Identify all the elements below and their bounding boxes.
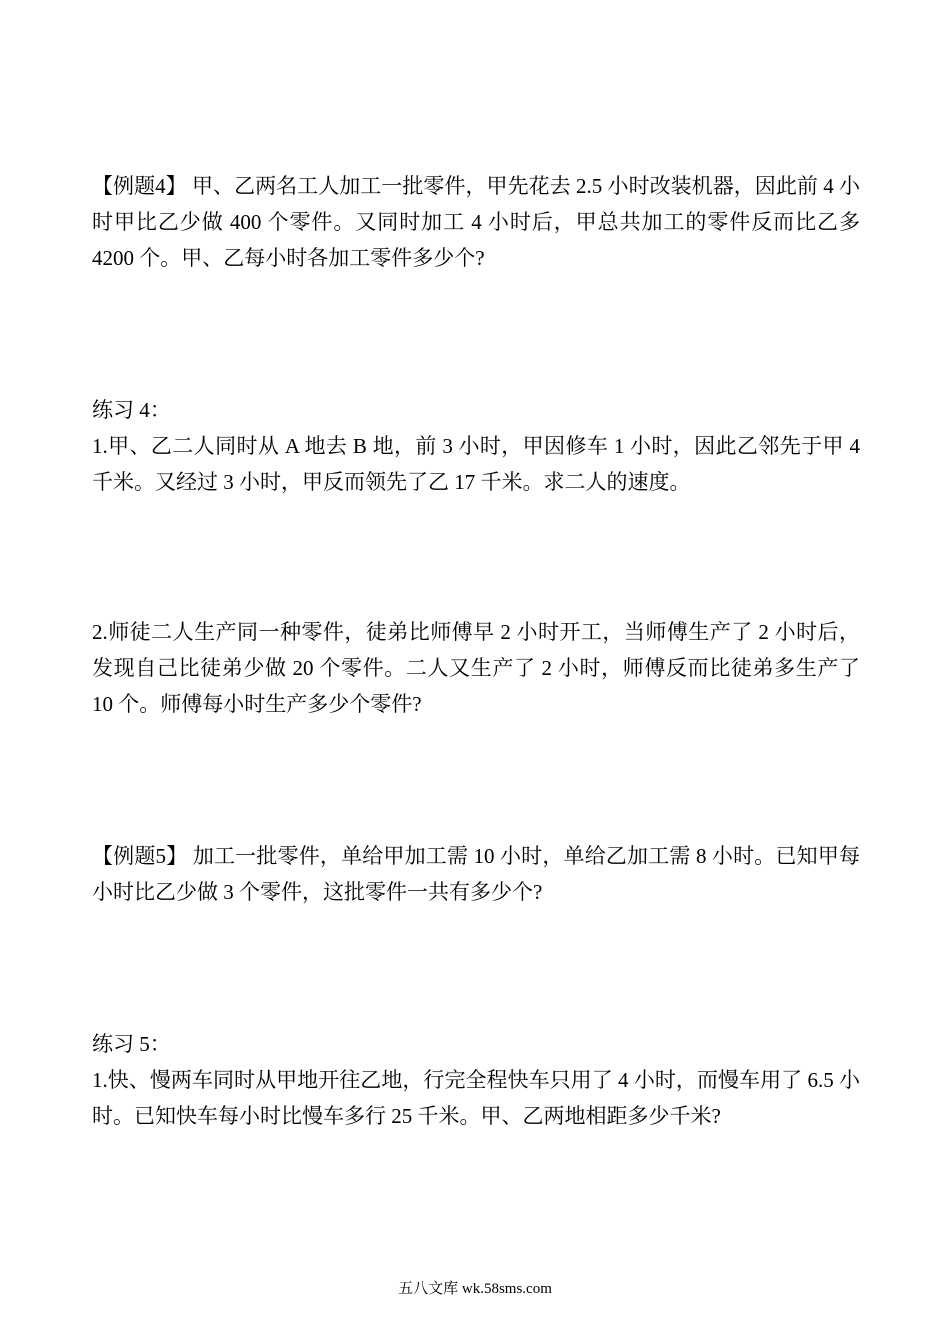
example-4-text: 【例题4】 甲、乙两名工人加工一批零件，甲先花去 2.5 小时改装机器，因此前 4 小时甲比乙少做 400 个零件。又同时加工 4 小时后，甲总共加工的零件反而比乙多 4200 个。甲、乙每小时各加工零件多少个? bbox=[92, 174, 860, 270]
example-5-text: 【例题5】 加工一批零件，单给甲加工需 10 小时，单给乙加工需 8 小时。已知甲每小时比乙少做 3 个零件，这批零件一共有多少个? bbox=[92, 844, 860, 904]
practice-4 bbox=[92, 392, 860, 500]
practice-4-question-1: 1.甲、乙二人同时从 A 地去 B 地，前 3 小时，甲因修车 1 小时，因此乙邻先于甲 4 千米。又经过 3 小时，甲反而领先了乙 17 千米。求二人的速度。 bbox=[92, 434, 860, 494]
page-footer: 五八文库 wk.58sms.com bbox=[398, 1281, 552, 1297]
practice-5-heading: 练习 5： bbox=[92, 1032, 171, 1056]
example-4 bbox=[92, 168, 860, 276]
practice-4-question-2: 2.师徒二人生产同一种零件，徒弟比师傅早 2 小时开工，当师傅生产了 2 小时后，发现自己比徒弟少做 20 个零件。二人又生产了 2 小时，师傅反而比徒弟多生产了 10 个。师傅每小时生产多少个零件? bbox=[92, 620, 860, 716]
practice-5 bbox=[92, 1026, 860, 1134]
practice-5-question-1: 1.快、慢两车同时从甲地开往乙地，行完全程快车只用了 4 小时，而慢车用了 6.5 小时。已知快车每小时比慢车多行 25 千米。甲、乙两地相距多少千米? bbox=[92, 1068, 860, 1128]
practice-4-question-2-block bbox=[92, 614, 860, 722]
practice-4-heading: 练习 4： bbox=[92, 398, 171, 422]
example-5 bbox=[92, 838, 860, 910]
